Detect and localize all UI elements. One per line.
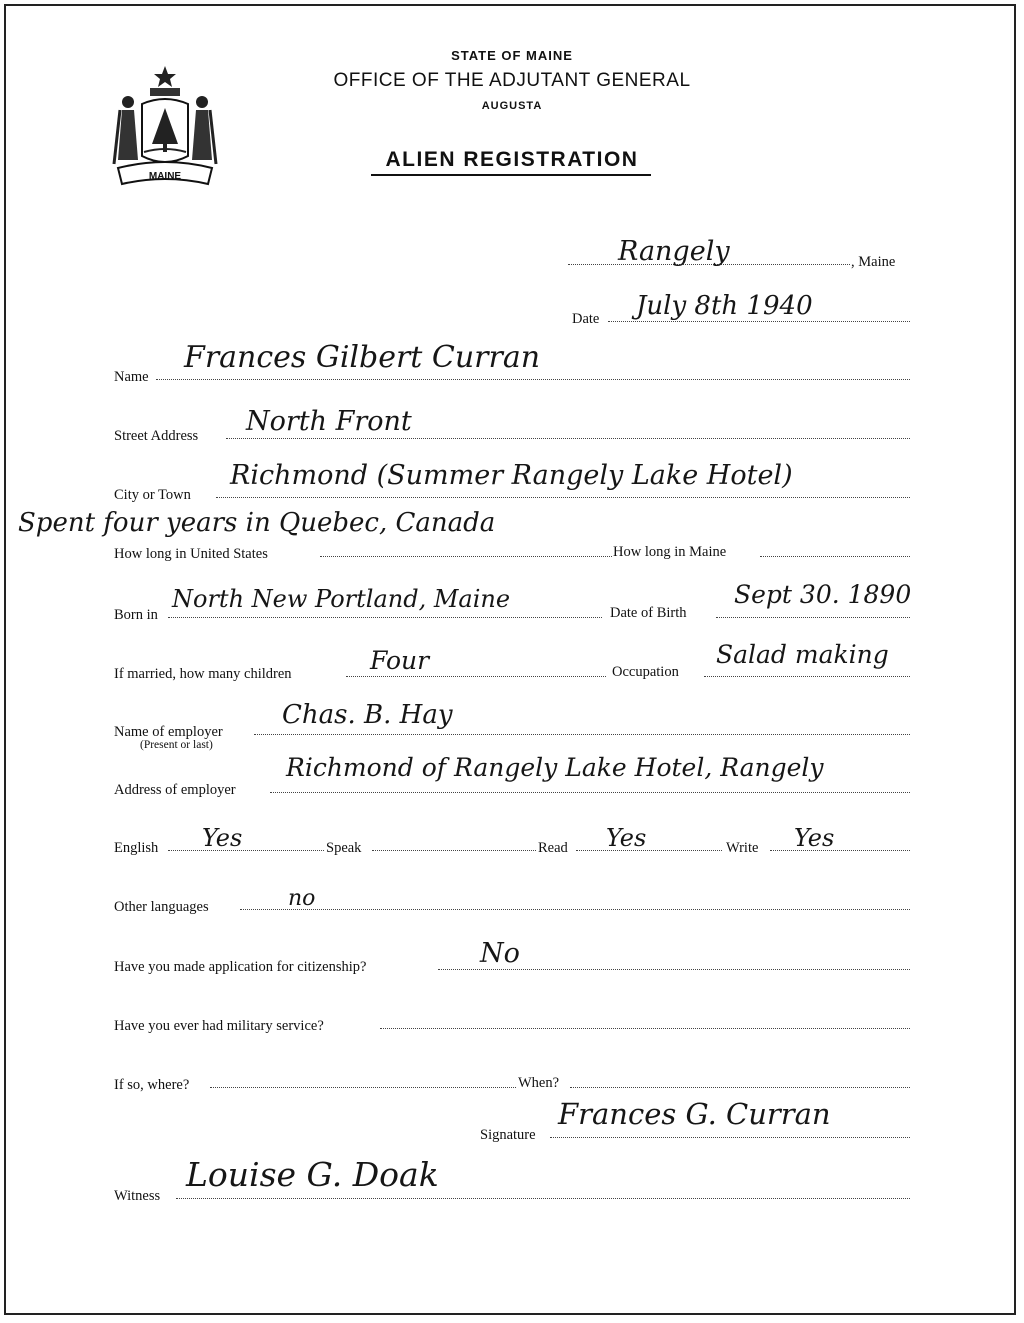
city-label: City or Town — [114, 487, 191, 503]
date-of-birth-entry: Sept 30. 1890 — [734, 580, 912, 609]
signature-entry: Frances G. Curran — [558, 1097, 831, 1131]
employer-note-label: (Present or last) — [140, 739, 213, 751]
employer-address-line — [270, 792, 910, 793]
citizenship-line — [438, 969, 910, 970]
occupation-label: Occupation — [612, 664, 679, 680]
maine-label: , Maine — [851, 254, 896, 270]
occupation-entry: Salad making — [716, 640, 889, 669]
english-line — [168, 850, 324, 851]
header-city: AUGUSTA — [481, 100, 543, 112]
read-entry: Yes — [606, 824, 647, 852]
witness-label: Witness — [114, 1188, 161, 1204]
children-entry: Four — [370, 646, 430, 675]
name-line — [156, 379, 910, 380]
other-languages-line — [240, 909, 910, 910]
when-label: When? — [518, 1075, 560, 1091]
how-long-us-line — [320, 556, 612, 557]
signature-line — [550, 1137, 910, 1138]
where-label: If so, where? — [114, 1077, 190, 1093]
name-label: Name — [114, 369, 149, 385]
seal-text: MAINE — [148, 171, 182, 182]
children-label: If married, how many children — [114, 666, 292, 682]
title-underline — [371, 174, 651, 176]
years-note-entry: Spent four years in Quebec, Canada — [18, 508, 496, 538]
speak-label: Speak — [326, 840, 362, 856]
witness-entry: Louise G. Doak — [186, 1155, 439, 1194]
born-in-label: Born in — [114, 607, 158, 623]
write-label: Write — [726, 840, 759, 856]
write-line — [770, 850, 910, 851]
date-label: Date — [572, 311, 600, 327]
city-line — [216, 497, 910, 498]
citizenship-label: Have you made application for citizenship? — [114, 959, 367, 975]
street-address-label: Street Address — [114, 428, 199, 444]
military-label: Have you ever had military service? — [114, 1018, 324, 1034]
read-label: Read — [538, 840, 568, 856]
date-entry: July 8th 1940 — [636, 291, 813, 321]
date-of-birth-line — [716, 617, 910, 618]
town-entry: Rangely — [618, 236, 730, 267]
street-address-entry: North Front — [246, 406, 412, 437]
how-long-maine-line — [760, 556, 910, 557]
date-of-birth-label: Date of Birth — [610, 605, 687, 621]
occupation-line — [704, 676, 910, 677]
header-state: STATE OF MAINE — [451, 48, 573, 63]
city-entry: Richmond (Summer Rangely Lake Hotel) — [230, 460, 793, 491]
citizenship-entry: No — [480, 938, 520, 969]
signature-label: Signature — [480, 1127, 536, 1143]
other-languages-label: Other languages — [114, 899, 209, 915]
read-line — [576, 850, 722, 851]
employer-name-line — [254, 734, 910, 735]
born-in-line — [168, 617, 602, 618]
date-line — [608, 321, 910, 322]
where-line — [210, 1087, 516, 1088]
speak-line — [372, 850, 536, 851]
employer-name-entry: Chas. B. Hay — [282, 700, 453, 730]
header-office: OFFICE OF THE ADJUTANT GENERAL — [333, 70, 691, 91]
employer-address-label: Address of employer — [114, 782, 236, 798]
when-line — [570, 1087, 910, 1088]
how-long-us-label: How long in United States — [114, 546, 268, 562]
children-line — [346, 676, 606, 677]
other-languages-entry: no — [288, 886, 316, 911]
write-entry: Yes — [794, 824, 835, 852]
english-label: English — [114, 840, 159, 856]
witness-line — [176, 1198, 910, 1199]
employer-address-entry: Richmond of Rangely Lake Hotel, Rangely — [286, 753, 824, 782]
born-in-entry: North New Portland, Maine — [172, 585, 511, 613]
street-address-line — [226, 438, 910, 439]
english-entry: Yes — [202, 824, 243, 852]
military-line — [380, 1028, 910, 1029]
form-title: ALIEN REGISTRATION — [385, 148, 639, 171]
how-long-maine-label: How long in Maine — [613, 544, 727, 560]
employer-name-label: Name of employer — [114, 724, 223, 740]
name-entry: Frances Gilbert Curran — [184, 340, 541, 375]
